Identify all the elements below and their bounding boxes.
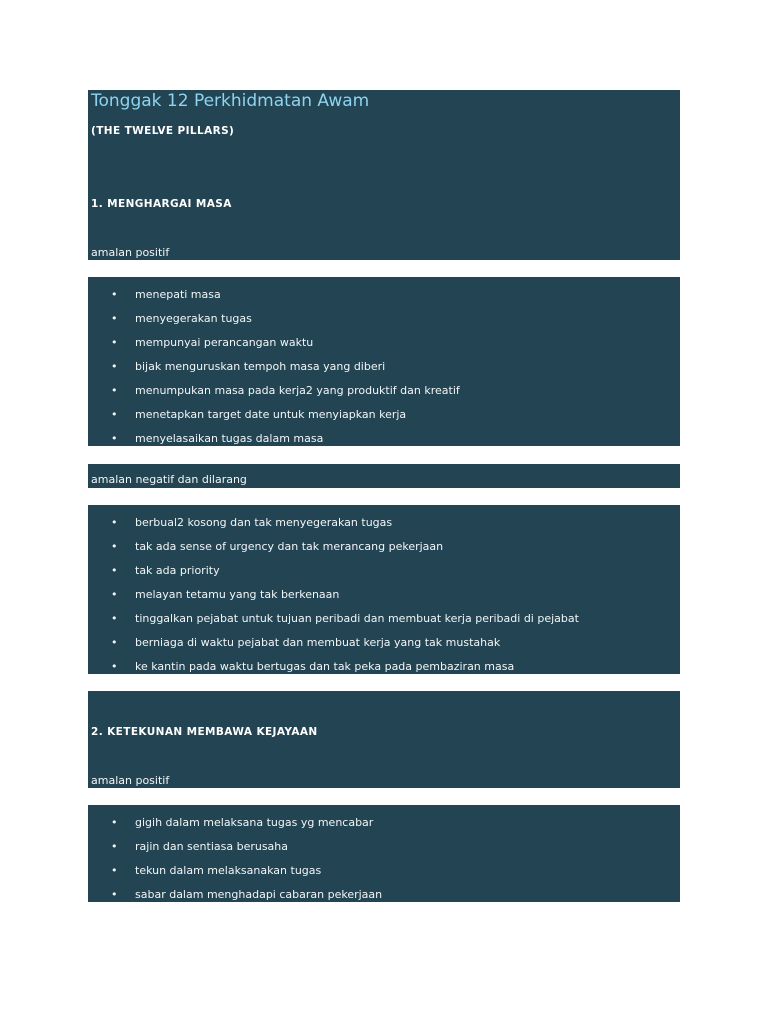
list-item: [88, 511, 680, 535]
bullet-icon: •: [111, 432, 118, 445]
title-block: [88, 90, 680, 260]
positive-label-2: amalan positif: [91, 774, 170, 787]
bullet-icon: •: [111, 540, 118, 553]
list-item: [88, 607, 680, 631]
positive-list-block-2: [88, 805, 680, 902]
section-heading-2: 2. KETEKUNAN MEMBAWA KEJAYAAN: [91, 726, 318, 738]
list-item: [88, 283, 680, 307]
list-item: [88, 811, 680, 835]
list-item: [88, 883, 680, 902]
list-item: [88, 655, 680, 674]
list-item-text: tinggalkan pejabat untuk tujuan peribadi dan membuat kerja peribadi di pejabat: [135, 612, 579, 625]
list-item: [88, 403, 680, 427]
list-item: [88, 535, 680, 559]
list-item-text: tekun dalam melaksanakan tugas: [135, 864, 322, 877]
list-item-text: rajin dan sentiasa berusaha: [135, 840, 289, 853]
list-item: [88, 859, 680, 883]
bullet-icon: •: [111, 288, 118, 301]
negative-label-block: [88, 464, 680, 488]
bullet-icon: •: [111, 612, 118, 625]
bullet-icon: •: [111, 840, 118, 853]
list-item-text: tak ada priority: [135, 564, 220, 577]
bullet-icon: •: [111, 312, 118, 325]
bullet-icon: •: [111, 384, 118, 397]
positive-list-block-1: [88, 277, 680, 446]
bullet-icon: •: [111, 816, 118, 829]
positive-label-1: amalan positif: [91, 246, 170, 259]
bullet-icon: •: [111, 636, 118, 649]
bullet-icon: •: [111, 564, 118, 577]
list-item-text: mempunyai perancangan waktu: [135, 336, 314, 349]
list-item: [88, 559, 680, 583]
list-item-text: menumpukan masa pada kerja2 yang produktif dan kreatif: [135, 384, 460, 397]
list-item: [88, 631, 680, 655]
list-item-text: menyegerakan tugas: [135, 312, 252, 325]
list-item: [88, 355, 680, 379]
list-item: [88, 331, 680, 355]
list-item: [88, 427, 680, 446]
list-item-text: ke kantin pada waktu bertugas dan tak peka pada pembaziran masa: [135, 660, 515, 673]
list-item: [88, 379, 680, 403]
bullet-icon: •: [111, 408, 118, 421]
list-item: [88, 583, 680, 607]
bullet-icon: •: [111, 660, 118, 673]
page-subtitle: (THE TWELVE PILLARS): [91, 125, 235, 137]
bullet-icon: •: [111, 360, 118, 373]
list-item-text: bijak menguruskan tempoh masa yang diberi: [135, 360, 386, 373]
list-item: [88, 835, 680, 859]
bullet-icon: •: [111, 516, 118, 529]
list-item: [88, 307, 680, 331]
section-heading-1: 1. MENGHARGAI MASA: [91, 198, 232, 210]
list-item-text: menepati masa: [135, 288, 221, 301]
list-item-text: menyelasaikan tugas dalam masa: [135, 432, 324, 445]
list-item-text: melayan tetamu yang tak berkenaan: [135, 588, 340, 601]
list-item-text: gigih dalam melaksana tugas yg mencabar: [135, 816, 374, 829]
bullet-icon: •: [111, 888, 118, 901]
list-item-text: tak ada sense of urgency dan tak merancang pekerjaan: [135, 540, 444, 553]
list-item-text: berniaga di waktu pejabat dan membuat kerja yang tak mustahak: [135, 636, 501, 649]
bullet-icon: •: [111, 588, 118, 601]
bullet-icon: •: [111, 864, 118, 877]
bullet-icon: •: [111, 336, 118, 349]
negative-label-1: amalan negatif dan dilarang: [91, 473, 247, 486]
list-item-text: menetapkan target date untuk menyiapkan kerja: [135, 408, 407, 421]
negative-list-block-1: [88, 505, 680, 674]
page-title: Tonggak 12 Perkhidmatan Awam: [91, 91, 370, 111]
section-block-2: [88, 691, 680, 788]
list-item-text: berbual2 kosong dan tak menyegerakan tugas: [135, 516, 393, 529]
list-item-text: sabar dalam menghadapi cabaran pekerjaan: [135, 888, 383, 901]
